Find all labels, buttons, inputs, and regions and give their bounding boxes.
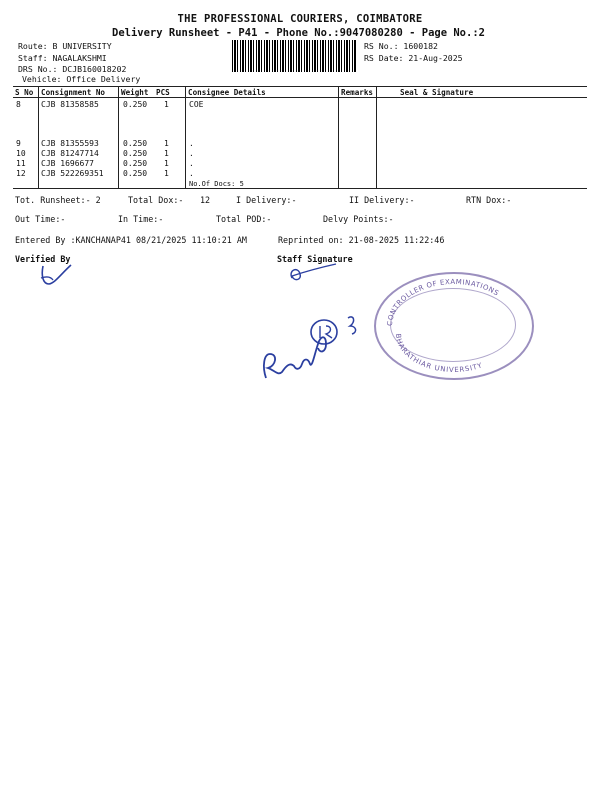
- no-of-docs: No.Of Docs: 5: [189, 180, 244, 188]
- row-details: .: [189, 159, 194, 168]
- row-sno: 10: [16, 149, 26, 158]
- reprinted-on: Reprinted on: 21-08-2025 11:22:46: [278, 235, 445, 245]
- row-details: .: [189, 149, 194, 158]
- row-sno: 12: [16, 169, 26, 178]
- row-sno: 11: [16, 159, 26, 168]
- row-weight: 0.250: [123, 100, 148, 109]
- stamp-bottom-text: BHARATHIAR UNIVERSITY: [393, 333, 484, 375]
- col-header-weight: Weight: [121, 88, 149, 97]
- rs-date: RS Date: 21-Aug-2025: [364, 53, 463, 63]
- company-title: THE PROFESSIONAL COURIERS, COIMBATORE: [177, 13, 423, 25]
- row-consignment: CJB 81355593: [41, 139, 99, 148]
- route-text: Route: B UNIVERSITY: [18, 41, 112, 51]
- row-weight: 0.250: [123, 149, 148, 158]
- col-header-seal: Seal & Signature: [400, 88, 474, 97]
- row-pcs: 1: [164, 149, 169, 158]
- rtn-dox: RTN Dox:-: [466, 195, 512, 205]
- stamp-top-text: CONTROLLER OF EXAMINATIONS: [385, 277, 501, 327]
- table-header-rule: [13, 97, 587, 98]
- i-delivery: I Delivery:-: [236, 195, 297, 205]
- row-consignment: CJB 81358585: [41, 100, 99, 109]
- barcode-image: [232, 40, 356, 72]
- svg-text:BHARATHIAR UNIVERSITY: [394, 333, 484, 374]
- row-sno: 9: [16, 139, 21, 148]
- out-time: Out Time:-: [15, 214, 66, 224]
- col-header-pcs: PCS: [156, 88, 170, 97]
- row-pcs: 1: [164, 169, 169, 178]
- col-header-sno: S No: [15, 88, 34, 97]
- col-divider: [185, 86, 186, 188]
- row-consignment: CJB 522269351: [41, 169, 104, 178]
- runsheet-subtitle: Delivery Runsheet - P41 - Phone No.:9047080280 - Page No.:2: [112, 27, 485, 39]
- ii-delivery: II Delivery:-: [349, 195, 415, 205]
- svg-text:CONTROLLER OF EXAMINATIONS: [386, 278, 501, 326]
- table-bottom-rule: [13, 188, 587, 189]
- row-weight: 0.250: [123, 169, 148, 178]
- verified-initial-icon: [35, 262, 80, 288]
- row-pcs: 1: [164, 100, 169, 109]
- vehicle-text: Vehicle: Office Delivery: [22, 74, 141, 84]
- row-details: .: [189, 139, 194, 148]
- staff-signature-label: Staff Signature: [277, 254, 353, 264]
- row-consignment: CJB 1696677: [41, 159, 94, 168]
- col-divider: [376, 86, 377, 188]
- row-consignment: CJB 81247714: [41, 149, 99, 158]
- col-header-remarks: Remarks: [341, 88, 374, 97]
- row-details: .: [189, 169, 194, 178]
- row-weight: 0.250: [123, 139, 148, 148]
- col-header-consignee: Consignee Details: [188, 88, 266, 97]
- col-divider: [38, 86, 39, 188]
- table-top-rule: [13, 86, 587, 87]
- col-divider: [338, 86, 339, 188]
- total-dox-label: Total Dox:-: [128, 195, 184, 205]
- rs-number: RS No.: 1600182: [364, 41, 438, 51]
- row-details: COE: [189, 100, 204, 109]
- verified-by-label: Verified By: [15, 254, 71, 264]
- tot-runsheet: Tot. Runsheet:- 2: [15, 195, 101, 205]
- staff-text: Staff: NAGALAKSHMI: [18, 53, 107, 63]
- delvy-points: Delvy Points:-: [323, 214, 394, 224]
- row-pcs: 1: [164, 139, 169, 148]
- staff-initial-icon: [286, 262, 346, 284]
- col-divider: [118, 86, 119, 188]
- row-pcs: 1: [164, 159, 169, 168]
- drs-number: DRS No.: DCJB160018202: [18, 64, 127, 74]
- total-dox-value: 12: [200, 195, 211, 205]
- entered-by: Entered By :KANCHANAP41 08/21/2025 11:10:21 AM: [15, 235, 247, 245]
- in-time: In Time:-: [118, 214, 164, 224]
- col-header-consignment: Consignment No: [41, 88, 106, 97]
- total-pod: Total POD:-: [216, 214, 272, 224]
- row-weight: 0.250: [123, 159, 148, 168]
- stamp-text-svg: [374, 272, 534, 380]
- row-sno: 8: [16, 100, 21, 109]
- handwritten-signature-icon: [256, 296, 376, 386]
